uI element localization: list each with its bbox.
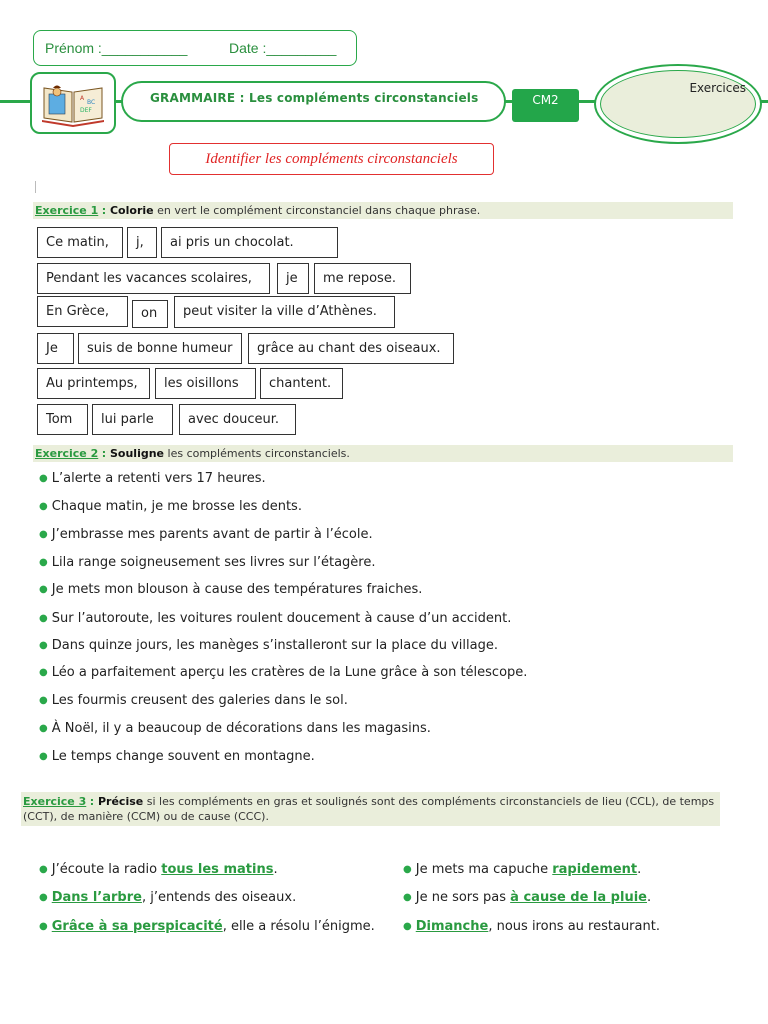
- open-book-icon: [32, 74, 114, 132]
- word-box[interactable]: grâce au chant des oiseaux.: [248, 333, 454, 364]
- word-box[interactable]: me repose.: [314, 263, 411, 294]
- subtitle: Identifier les compléments circonstanciels: [169, 143, 494, 175]
- svg-text:BC: BC: [87, 99, 96, 106]
- bullet-icon: ●: [39, 501, 48, 512]
- bullet-icon: ●: [39, 667, 48, 678]
- list-item[interactable]: ● Léo a parfaitement aperçu les cratères de la Lune grâce à son télescope.: [39, 665, 528, 680]
- list-item[interactable]: ● À Noël, il y a beaucoup de décorations dans les magasins.: [39, 721, 431, 736]
- word-box[interactable]: Ce matin,: [37, 227, 123, 258]
- highlighted-complement: tous les matins: [161, 862, 274, 877]
- highlighted-complement: Dans l’arbre: [51, 890, 142, 905]
- exercise-3-label: Exercice 3: [23, 795, 87, 808]
- bullet-icon: ●: [39, 892, 48, 903]
- list-item[interactable]: ● J’écoute la radio tous les matins.: [39, 862, 278, 877]
- word-box[interactable]: les oisillons: [155, 368, 256, 399]
- exercise-2-label: Exercice 2: [35, 447, 99, 460]
- word-box[interactable]: ai pris un chocolat.: [161, 227, 338, 258]
- bullet-icon: ●: [39, 921, 48, 932]
- date-field[interactable]: Date :_________: [229, 40, 337, 56]
- bullet-icon: ●: [39, 723, 48, 734]
- word-box[interactable]: Tom: [37, 404, 88, 435]
- list-item[interactable]: ● Dimanche, nous irons au restaurant.: [403, 919, 660, 934]
- list-item[interactable]: ● Je ne sors pas à cause de la pluie.: [403, 890, 652, 905]
- exercise-2-header: Exercice 2 : Souligne les compléments circonstanciels.: [33, 445, 733, 462]
- bullet-icon: ●: [39, 751, 48, 762]
- bullet-icon: ●: [403, 921, 412, 932]
- exercise-3-verb: Précise: [97, 795, 144, 808]
- bullet-icon: ●: [403, 864, 412, 875]
- highlighted-complement: Grâce à sa perspicacité: [51, 919, 223, 934]
- bullet-icon: ●: [39, 557, 48, 568]
- svg-text:DEF: DEF: [80, 107, 92, 114]
- highlighted-complement: rapidement: [552, 862, 638, 877]
- margin-mark: [35, 181, 36, 193]
- word-box[interactable]: Pendant les vacances scolaires,: [37, 263, 270, 294]
- word-box[interactable]: lui parle: [92, 404, 173, 435]
- word-box[interactable]: Je: [37, 333, 74, 364]
- word-box[interactable]: peut visiter la ville d’Athènes.: [174, 296, 395, 328]
- word-box[interactable]: En Grèce,: [37, 296, 128, 327]
- level-badge: CM2: [512, 89, 579, 122]
- bullet-icon: ●: [39, 473, 48, 484]
- bullet-icon: ●: [39, 529, 48, 540]
- highlighted-complement: Dimanche: [415, 919, 489, 934]
- name-date-box: [33, 30, 357, 66]
- logo-frame: [30, 72, 116, 134]
- list-item[interactable]: ● Sur l’autoroute, les voitures roulent doucement à cause d’un accident.: [39, 611, 512, 626]
- bullet-icon: ●: [39, 584, 48, 595]
- page-title: GRAMMAIRE : Les compléments circonstanciels: [150, 91, 479, 105]
- word-box[interactable]: chantent.: [260, 368, 343, 399]
- list-item[interactable]: ● Grâce à sa perspicacité, elle a résolu l’énigme.: [39, 919, 375, 934]
- svg-text:A: A: [80, 95, 85, 102]
- word-box[interactable]: on: [132, 300, 168, 328]
- list-item[interactable]: ● Dans quinze jours, les manèges s’installeront sur la place du village.: [39, 638, 498, 653]
- list-item[interactable]: ● Lila range soigneusement ses livres sur l’étagère.: [39, 555, 376, 570]
- exercise-2-verb: Souligne: [109, 447, 165, 460]
- bullet-icon: ●: [39, 864, 48, 875]
- list-item[interactable]: ● L’alerte a retenti vers 17 heures.: [39, 471, 266, 486]
- bullet-icon: ●: [39, 613, 48, 624]
- bullet-icon: ●: [39, 695, 48, 706]
- word-box[interactable]: Au printemps,: [37, 368, 150, 399]
- bullet-icon: ●: [39, 640, 48, 651]
- list-item[interactable]: ● Chaque matin, je me brosse les dents.: [39, 499, 302, 514]
- exercise-1-verb: Colorie: [109, 204, 154, 217]
- list-item[interactable]: ● Les fourmis creusent des galeries dans le sol.: [39, 693, 348, 708]
- word-box[interactable]: suis de bonne humeur: [78, 333, 242, 364]
- exercise-3-instruction: si les compléments en gras et soulignés sont des compléments circonstanciels de lieu (CCL), de temps (CCT), de manière (CCM) ou de cause (CCC).: [23, 795, 715, 823]
- highlighted-complement: à cause de la pluie: [510, 890, 647, 905]
- bullet-icon: ●: [403, 892, 412, 903]
- list-item[interactable]: ● Le temps change souvent en montagne.: [39, 749, 315, 764]
- word-box[interactable]: avec douceur.: [179, 404, 296, 435]
- exercise-1-header: Exercice 1 : Colorie en vert le complément circonstanciel dans chaque phrase.: [33, 202, 733, 219]
- word-box[interactable]: j,: [127, 227, 157, 258]
- list-item[interactable]: ● Je mets mon blouson à cause des températures fraiches.: [39, 582, 423, 597]
- list-item[interactable]: ● J’embrasse mes parents avant de partir à l’école.: [39, 527, 373, 542]
- word-box[interactable]: je: [277, 263, 309, 294]
- prenom-field[interactable]: Prénom :___________: [45, 40, 188, 56]
- exercise-type-label: Exercices: [689, 81, 746, 95]
- exercise-1-label: Exercice 1: [35, 204, 99, 217]
- exercise-3-header: Exercice 3 : Précise si les compléments en gras et soulignés sont des compléments circonstanciels de lieu (CCL), de temps (CCT), de manière (CCM) ou de cause (CCC).: [21, 792, 720, 826]
- list-item[interactable]: ● Je mets ma capuche rapidement.: [403, 862, 642, 877]
- exercise-2-instruction: les compléments circonstanciels.: [167, 447, 350, 460]
- list-item[interactable]: ● Dans l’arbre, j’entends des oiseaux.: [39, 890, 297, 905]
- exercise-1-instruction: en vert le complément circonstanciel dans chaque phrase.: [157, 204, 481, 217]
